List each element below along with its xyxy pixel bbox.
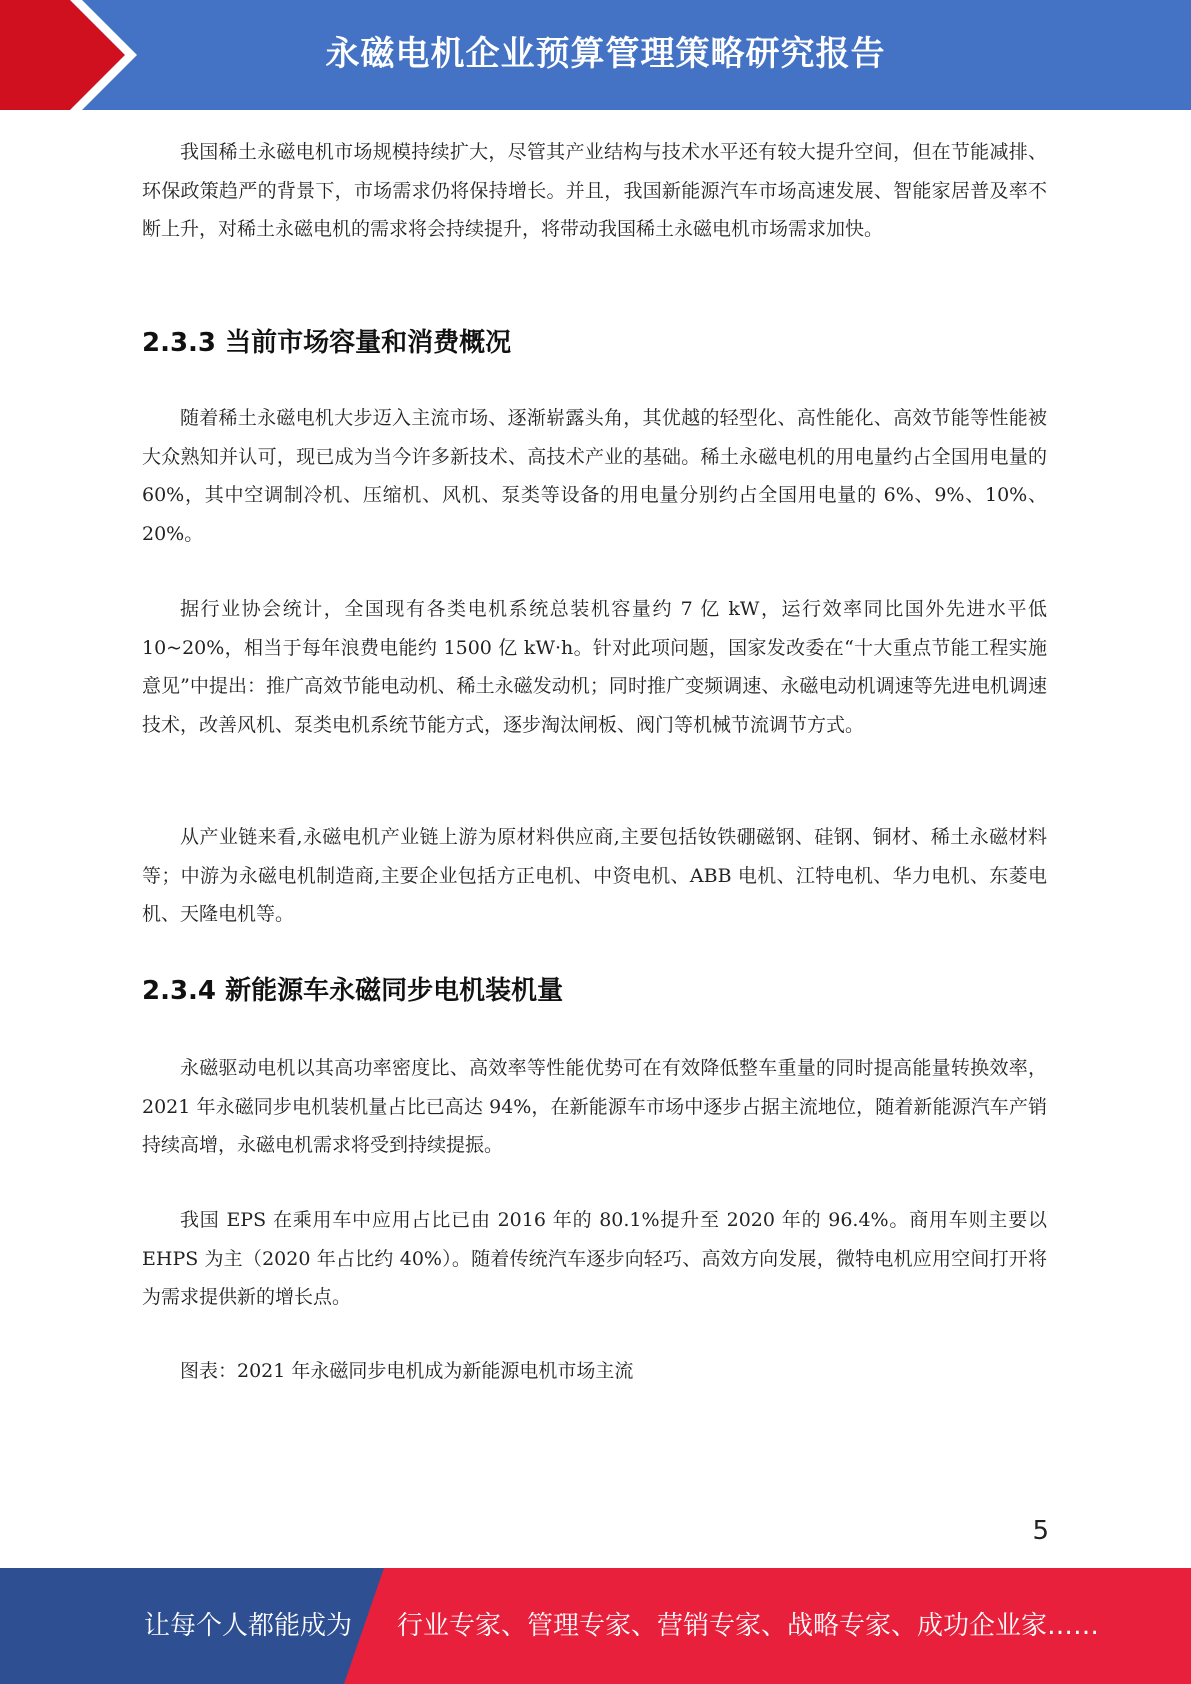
paragraph-eps-usage: 我国 EPS 在乘用车中应用占比已由 2016 年的 80.1%提升至 2020 年的 96.4%。商用车则主要以 EHPS 为主（2020 年占比约 40%）。随着传统汽车逐步向轻巧、高效方向发展，微特电机应用空间打开将为需求提供新的增长点。 — [142, 1209, 1047, 1308]
paragraph-industry-statistics: 据行业协会统计，全国现有各类电机系统总装机容量约 7 亿 kW，运行效率同比国外先进水平低 10~20%，相当于每年浪费电能约 1500 亿 kW·h。针对此项问题，国家发改委在“十大重点节能工程实施意见”中提出：推广高效节能电动机、稀土永磁发动机；同时推广变频调速、永磁电动机调速等先进电机调速技术，改善风机、泵类电机系统节能方式，逐步淘汰闸板、阀门等机械节流调节方式。 — [142, 598, 1047, 736]
page-number: 5 — [1032, 1516, 1049, 1546]
header-title: 永磁电机企业预算管理策略研究报告 — [325, 34, 886, 74]
section-heading-2-3-3: 2.3.3 当前市场容量和消费概况 — [142, 328, 512, 358]
figure-caption: 图表：2021 年永磁同步电机成为新能源电机市场主流 — [180, 1360, 634, 1382]
paragraph-market-growth: 我国稀土永磁电机市场规模持续扩大，尽管其产业结构与技术水平还有较大提升空间，但在节能减排、环保政策趋严的背景下，市场需求仍将保持增长。并且，我国新能源汽车市场高速发展、智能家居普及率不断上升，对稀土永磁电机的需求将会持续提升，将带动我国稀土永磁电机市场需求加快。 — [142, 141, 1047, 240]
section-heading-2-3-4: 2.3.4 新能源车永磁同步电机装机量 — [142, 976, 564, 1006]
footer-slogan-left: 让每个人都能成为 — [144, 1611, 353, 1641]
page-header — [0, 0, 1191, 110]
paragraph-industry-chain: 从产业链来看,永磁电机产业链上游为原材料供应商,主要包括钕铁硼磁钢、硅钢、铜材、稀土永磁材料等；中游为永磁电机制造商,主要企业包括方正电机、中资电机、ABB 电机、江特电机、华力电机、东菱电机、天隆电机等。 — [142, 826, 1047, 925]
paragraph-pm-drive-motor: 永磁驱动电机以其高功率密度比、高效率等性能优势可在有效降低整车重量的同时提高能量转换效率，2021 年永磁同步电机装机量占比已高达 94%，在新能源车市场中逐步占据主流地位，随着新能源汽车产销持续高增，永磁电机需求将受到持续提振。 — [142, 1057, 1047, 1156]
paragraph-market-capacity: 随着稀土永磁电机大步迈入主流市场、逐渐崭露头角，其优越的轻型化、高性能化、高效节能等性能被大众熟知并认可，现已成为当今许多新技术、高技术产业的基础。稀土永磁电机的用电量约占全国用电量的 60%，其中空调制冷机、压缩机、风机、泵类等设备的用电量分别约占全国用电量的 6%、9%、10%、20%。 — [142, 407, 1047, 545]
page-footer — [0, 1568, 1191, 1684]
footer-slogan-right: 行业专家、管理专家、营销专家、战略专家、成功企业家…… — [397, 1611, 1100, 1641]
